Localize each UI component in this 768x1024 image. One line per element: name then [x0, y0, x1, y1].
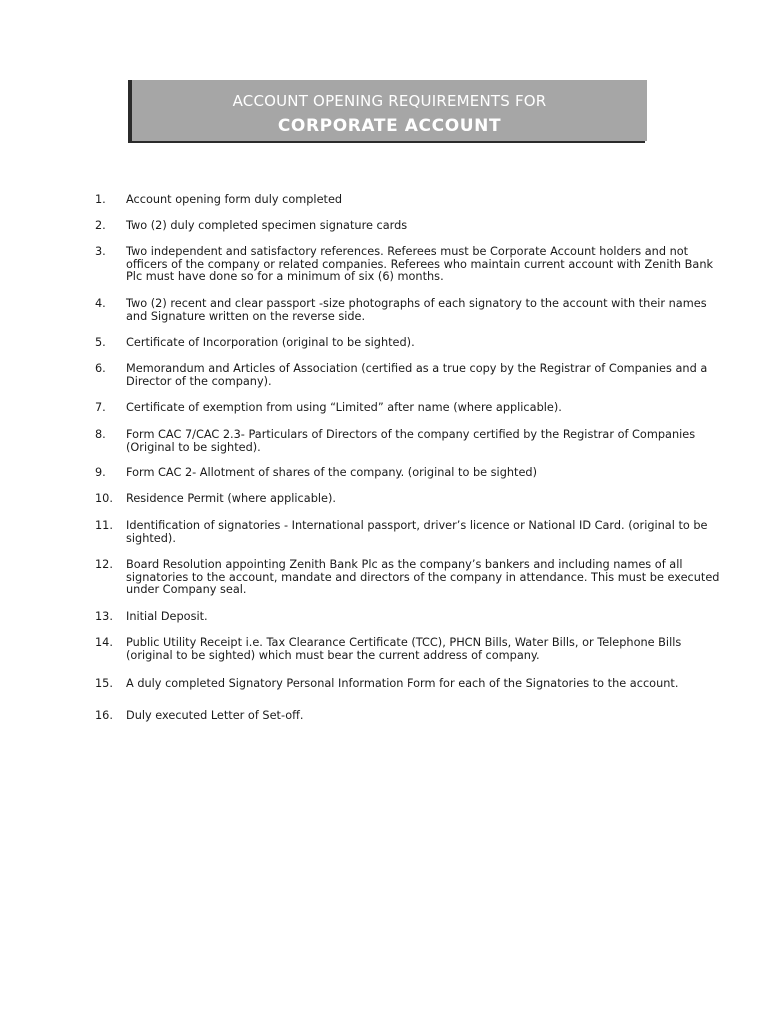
item-number: 14. [95, 636, 113, 649]
item-text: Form CAC 2- Allotment of shares of the company. (original to be sighted) [126, 466, 537, 479]
header-title-line2: CORPORATE ACCOUNT [277, 116, 502, 136]
item-number: 11. [95, 519, 113, 532]
item-text: Board Resolution appointing Zenith Bank Plc as the company’s bankers and including names of all signatories to the account, mandate and directors of the company in attendance. This must be executed under Company seal. [126, 558, 720, 597]
item-number: 3. [95, 245, 106, 258]
item-number: 13. [95, 610, 113, 623]
header-banner [128, 80, 647, 143]
item-text: Account opening form duly completed [126, 193, 343, 206]
item-text: Memorandum and Articles of Association (certified as a true copy by the Registrar of Companies and a Director of the company). [126, 362, 708, 388]
item-text: Two (2) recent and clear passport -size photographs of each signatory to the account with their names and Signature written on the reverse side. [126, 297, 707, 323]
item-number: 2. [95, 219, 106, 232]
item-number: 5. [95, 336, 106, 349]
item-text: Form CAC 7/CAC 2.3- Particulars of Directors of the company certified by the Registrar of Companies (Original to be sighted). [126, 428, 696, 454]
item-number: 16. [95, 709, 113, 722]
item-number: 9. [95, 466, 106, 479]
item-number: 10. [95, 492, 113, 505]
item-text: A duly completed Signatory Personal Information Form for each of the Signatories to the account. [126, 677, 679, 690]
item-number: 8. [95, 428, 106, 441]
item-text: Certificate of Incorporation (original to be sighted). [126, 336, 415, 349]
item-text: Identification of signatories - International passport, driver’s licence or National ID Card. (original to be sighted). [126, 519, 708, 545]
item-text: Initial Deposit. [126, 610, 208, 623]
item-number: 15. [95, 677, 113, 690]
item-number: 4. [95, 297, 106, 310]
header-box [132, 80, 647, 141]
item-text: Two independent and satisfactory references. Referees must be Corporate Account holders and not officers of the company or related companies. Referees who maintain current account with Zenith Bank Plc must have done so for a minimum of six (6) months. [126, 245, 714, 284]
item-number: 12. [95, 558, 113, 571]
item-number: 1. [95, 193, 106, 206]
item-number: 6. [95, 362, 106, 375]
item-text: Residence Permit (where applicable). [126, 492, 336, 505]
item-text: Certificate of exemption from using “Limited” after name (where applicable). [126, 401, 562, 414]
item-number: 7. [95, 401, 106, 414]
item-text: Duly executed Letter of Set-off. [126, 709, 304, 722]
header-title-line1: ACCOUNT OPENING REQUIREMENTS FOR [232, 92, 547, 110]
item-text: Public Utility Receipt i.e. Tax Clearance Certificate (TCC), PHCN Bills, Water Bills, or Telephone Bills (original to be sighted) which must bear the current address of company. [126, 636, 682, 662]
item-text: Two (2) duly completed specimen signature cards [126, 219, 408, 232]
